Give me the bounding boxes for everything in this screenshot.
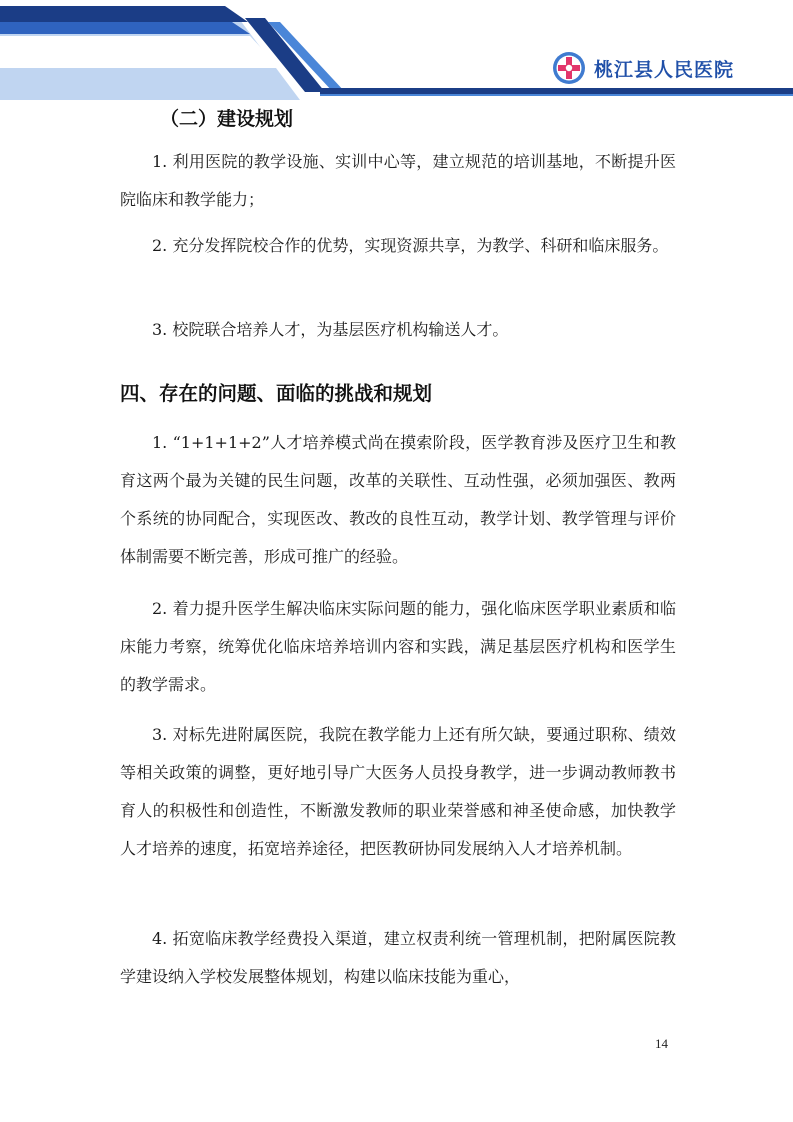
issue-item-3: 3. 对标先进附属医院，我院在教学能力上还有所欠缺，要通过职称、绩效等相关政策的调整，更好地引导广大医务人员投身教学，进一步调动教师教书育人的积极性和创造性，不断激发教师的职业荣誉感和神圣使命感，加快教学人才培养的速度，拓宽培养途径，把医教研协同发展纳入人才培养机制。 [120, 725, 676, 858]
hospital-name: 桃江县人民医院 [594, 58, 735, 81]
plan-item-1: 1. 利用医院的教学设施、实训中心等，建立规范的培训基地，不断提升医院临床和教学能力； [120, 152, 676, 209]
plan-item-3: 3. 校院联合培养人才，为基层医疗机构输送人才。 [152, 320, 509, 339]
page-number: 14 [655, 1036, 668, 1051]
section-heading-problems: 四、存在的问题、面临的挑战和规划 [120, 382, 433, 405]
hospital-emblem-icon [552, 51, 586, 85]
issue-item-2: 2. 着力提升医学生解决临床实际问题的能力，强化临床医学职业素质和临床能力考察，统筹优化临床培养培训内容和实践，满足基层医疗机构和医学生的教学需求。 [120, 599, 676, 694]
subheading-construction-plan: （二）建设规划 [160, 108, 294, 130]
issue-item-1: 1. “1+1+1+2”人才培养模式尚在摸索阶段，医学教育涉及医疗卫生和教育这两个最为关键的民生问题，改革的关联性、互动性强，必须加强医、教两个系统的协同配合，实现医改、教改的良性互动，教学计划、教学管理与评价体制需要不断完善，形成可推广的经验。 [120, 433, 676, 566]
issue-item-4: 4. 拓宽临床教学经费投入渠道，建立权责利统一管理机制，把附属医院教学建设纳入学校发展整体规划，构建以临床技能为重心， [120, 929, 676, 986]
plan-item-2: 2. 充分发挥院校合作的优势，实现资源共享，为教学、科研和临床服务。 [152, 236, 669, 255]
hospital-logo [552, 50, 734, 86]
